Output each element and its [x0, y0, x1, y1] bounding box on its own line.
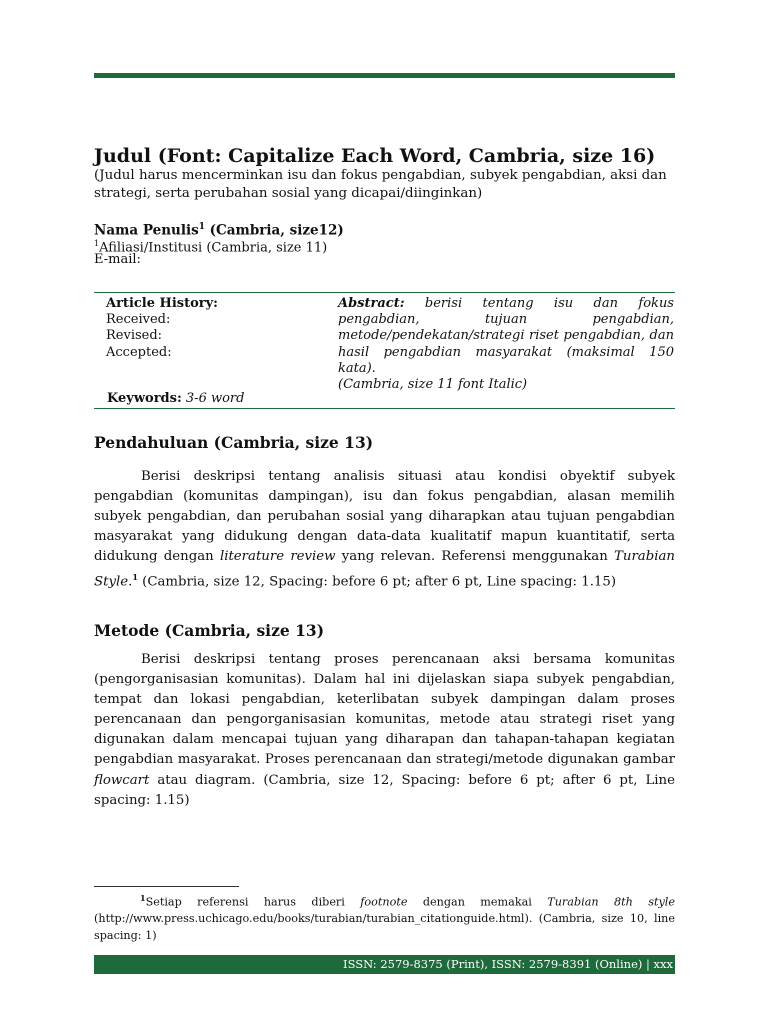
paper-title: Judul (Font: Capitalize Each Word, Cambria, size 16): [94, 145, 656, 167]
abstract-box-bottom-rule: [94, 408, 675, 409]
accepted-label: Accepted:: [106, 344, 172, 360]
author-note: (Cambria, size12): [204, 222, 344, 239]
footnote-text-1: Setiap referensi harus diberi: [145, 895, 361, 909]
pendahuluan-italic-1: literature review: [219, 549, 336, 565]
footnote: [94, 890, 675, 945]
keywords: [107, 391, 244, 407]
footnote-text-2: dengan memakai: [407, 895, 548, 909]
article-history-heading: Article History:: [106, 296, 218, 311]
abstract-box-top-rule: [94, 292, 675, 293]
footnote-italic-2: Turabian 8th style: [547, 895, 675, 909]
pendahuluan-italic-2: Turabian Style: [94, 549, 675, 590]
abstract-text: berisi tentang isu dan fokus pengabdian, tujuan pengabdian, metode/pendekatan/strategi riset pengabdian, dan hasil pengabdian masyarakat (maksimal 150 kata).: [338, 296, 674, 376]
author-name-text: Nama Penulis: [94, 222, 199, 239]
footnote-number: 1: [140, 893, 146, 903]
email-line: E-mail:: [94, 252, 141, 267]
metode-text-1: Berisi deskripsi tentang proses perencanaan aksi bersama komunitas (pengorganisasian komunitas). Dalam hal ini dijelaskan siapa subyek pengabdian, tempat dan lokasi pengabdian, keterlibatan subyek dampingan dalam proses perencanaan dan pengorganisasian komunitas, metode atau strategi riset yang digunakan dalam mencapai tujuan yang diharapan dan tahapan-tahapan kegiatan pengabdian masyarakat. Proses perencanaan dan strategi/metode digunakan gambar: [94, 652, 675, 768]
pendahuluan-text-2: yang relevan. Referensi menggunakan: [335, 549, 615, 565]
pendahuluan-footnote-ref: 1: [132, 572, 138, 583]
section-heading-pendahuluan: Pendahuluan (Cambria, size 13): [94, 433, 374, 452]
keywords-label: Keywords:: [107, 391, 182, 406]
footnote-italic-1: footnote: [360, 895, 408, 909]
metode-text-2: atau diagram. (Cambria, size 12, Spacing: before 6 pt; after 6 pt, Line spacing: 1.15): [94, 772, 675, 808]
abstract-note: (Cambria, size 11 font Italic): [338, 377, 528, 393]
pendahuluan-text-3: .: [128, 574, 133, 590]
affiliation-sup: 1: [94, 239, 100, 248]
footnote-separator: [94, 886, 239, 887]
revised-label: Revised:: [106, 328, 163, 344]
received-label: Received:: [106, 312, 171, 328]
paragraph-metode: [94, 650, 675, 811]
section-heading-metode: Metode (Cambria, size 13): [94, 621, 325, 640]
paragraph-pendahuluan: [94, 467, 675, 593]
author-sup: 1: [198, 222, 205, 232]
header-rule: [94, 73, 675, 78]
footnote-text-3: (http://www.press.uchicago.edu/books/turabian/turabian_citationguide.html). (Cambria, size 10, line spacing: 1): [94, 912, 675, 942]
article-history: [106, 296, 218, 361]
keywords-value: 3-6 word: [185, 391, 245, 406]
pendahuluan-note: (Cambria, size 12, Spacing: before 6 pt; after 6 pt, Line spacing: 1.15): [137, 574, 617, 590]
pendahuluan-text-1: Berisi deskripsi tentang analisis situasi atau kondisi obyektif subyek pengabdian (komunitas dampingan), isu dan fokus pengabdian, alasan memilih subyek pengabdian, dan perubahan sosial yang diharapkan atau tujuan pengabdian masyarakat yang didukung dengan data-data kualitatif mapun kuantitatif, serta didukung dengan: [94, 469, 675, 565]
abstract: [338, 296, 674, 393]
affiliation-text: Afiliasi/Institusi (Cambria, size 11): [99, 240, 328, 256]
title-note: (Judul harus mencerminkan isu dan fokus pengabdian, subyek pengabdian, aksi dan strategi, serta perubahan sosial yang dicapai/diinginkan): [94, 168, 667, 201]
abstract-label: Abstract:: [338, 296, 405, 311]
footer-issn-bar: ISSN: 2579-8375 (Print), ISSN: 2579-8391 (Online) | xxx: [94, 955, 675, 974]
metode-italic-1: flowcart: [94, 772, 150, 788]
